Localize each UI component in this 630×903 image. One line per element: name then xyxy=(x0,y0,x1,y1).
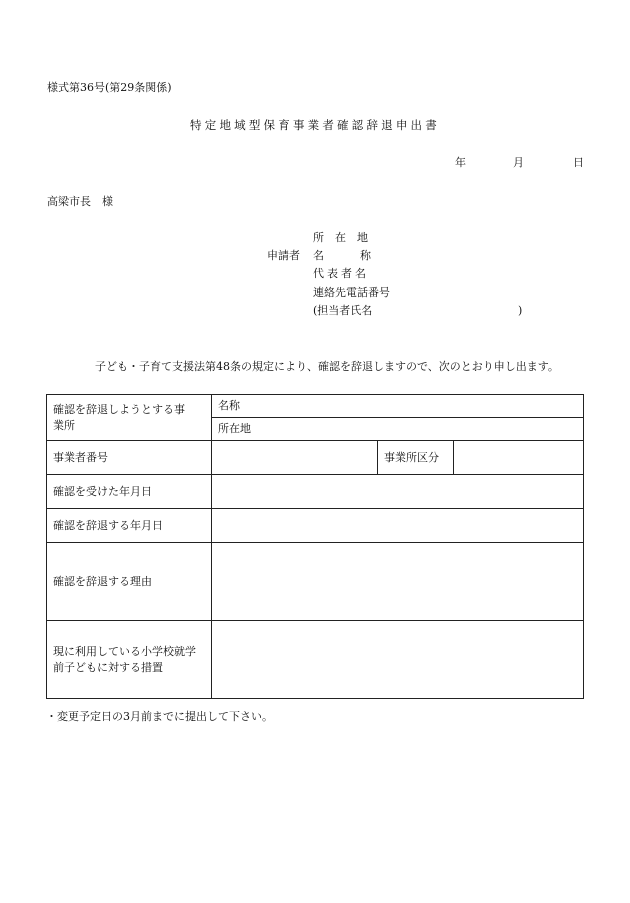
business-number-label-cell xyxy=(47,441,212,475)
business-number-value-cell[interactable] xyxy=(212,441,378,475)
measures-label-cell xyxy=(47,621,212,699)
reason-label-cell xyxy=(47,543,212,621)
date-year-label: 年 xyxy=(455,156,466,169)
facility-address-cell[interactable] xyxy=(212,418,584,441)
withdraw-date-label: 確認を辞退する年月日 xyxy=(53,518,163,532)
withdrawal-form-table xyxy=(46,394,584,699)
table-row xyxy=(47,475,584,509)
facility-address-label: 所在地 xyxy=(218,422,251,436)
withdraw-date-label-cell xyxy=(47,509,212,543)
facility-label: 確認を辞退しようとする事業所 xyxy=(53,402,185,432)
withdraw-date-value-cell[interactable] xyxy=(212,509,584,543)
business-number-label: 事業者番号 xyxy=(53,450,108,464)
applicant-name-label-b: 称 xyxy=(360,249,371,262)
date-day-label: 日 xyxy=(573,156,584,169)
measures-value-cell[interactable] xyxy=(212,621,584,699)
confirmed-date-label: 確認を受けた年月日 xyxy=(53,484,152,498)
document-title: 特定地域型保育事業者確認辞退申出書 xyxy=(190,118,440,132)
applicant-contact-person-label: (担当者氏名 xyxy=(313,304,373,317)
confirmed-date-label-cell xyxy=(47,475,212,509)
facility-name-label: 名称 xyxy=(218,399,240,413)
addressee: 高梁市長 様 xyxy=(47,195,113,208)
facility-category-label: 事業所区分 xyxy=(384,450,439,464)
facility-name-cell[interactable] xyxy=(212,395,584,418)
table-row xyxy=(47,621,584,699)
applicant-representative-label: 代表者名 xyxy=(313,267,369,280)
form-number: 様式第36号(第29条関係) xyxy=(47,81,172,94)
confirmed-date-value-cell[interactable] xyxy=(212,475,584,509)
applicant-name-label-a: 名 xyxy=(313,249,324,262)
applicant-name-label xyxy=(313,250,371,261)
facility-label-cell xyxy=(47,395,212,441)
table-row xyxy=(47,509,584,543)
table-row xyxy=(47,395,584,418)
applicant-label: 申請者 xyxy=(267,249,300,262)
reason-label: 確認を辞退する理由 xyxy=(53,574,152,588)
applicant-phone-label: 連絡先電話番号 xyxy=(313,286,390,299)
statement-text: 子ども・子育て支援法第48条の規定により、確認を辞退しますので、次のとおり申し出ます。 xyxy=(95,360,559,373)
facility-category-value-cell[interactable] xyxy=(454,441,584,475)
date-month-label: 月 xyxy=(513,156,524,169)
reason-value-cell[interactable] xyxy=(212,543,584,621)
table-row xyxy=(47,543,584,621)
applicant-location-label: 所在地 xyxy=(313,231,379,244)
contact-close-paren: ) xyxy=(518,304,523,317)
measures-label: 現に利用している小学校就学前子どもに対する措置 xyxy=(53,644,196,674)
table-row xyxy=(47,441,584,475)
submission-note: ・変更予定日の3月前までに提出して下さい。 xyxy=(46,710,273,723)
facility-category-label-cell xyxy=(378,441,454,475)
